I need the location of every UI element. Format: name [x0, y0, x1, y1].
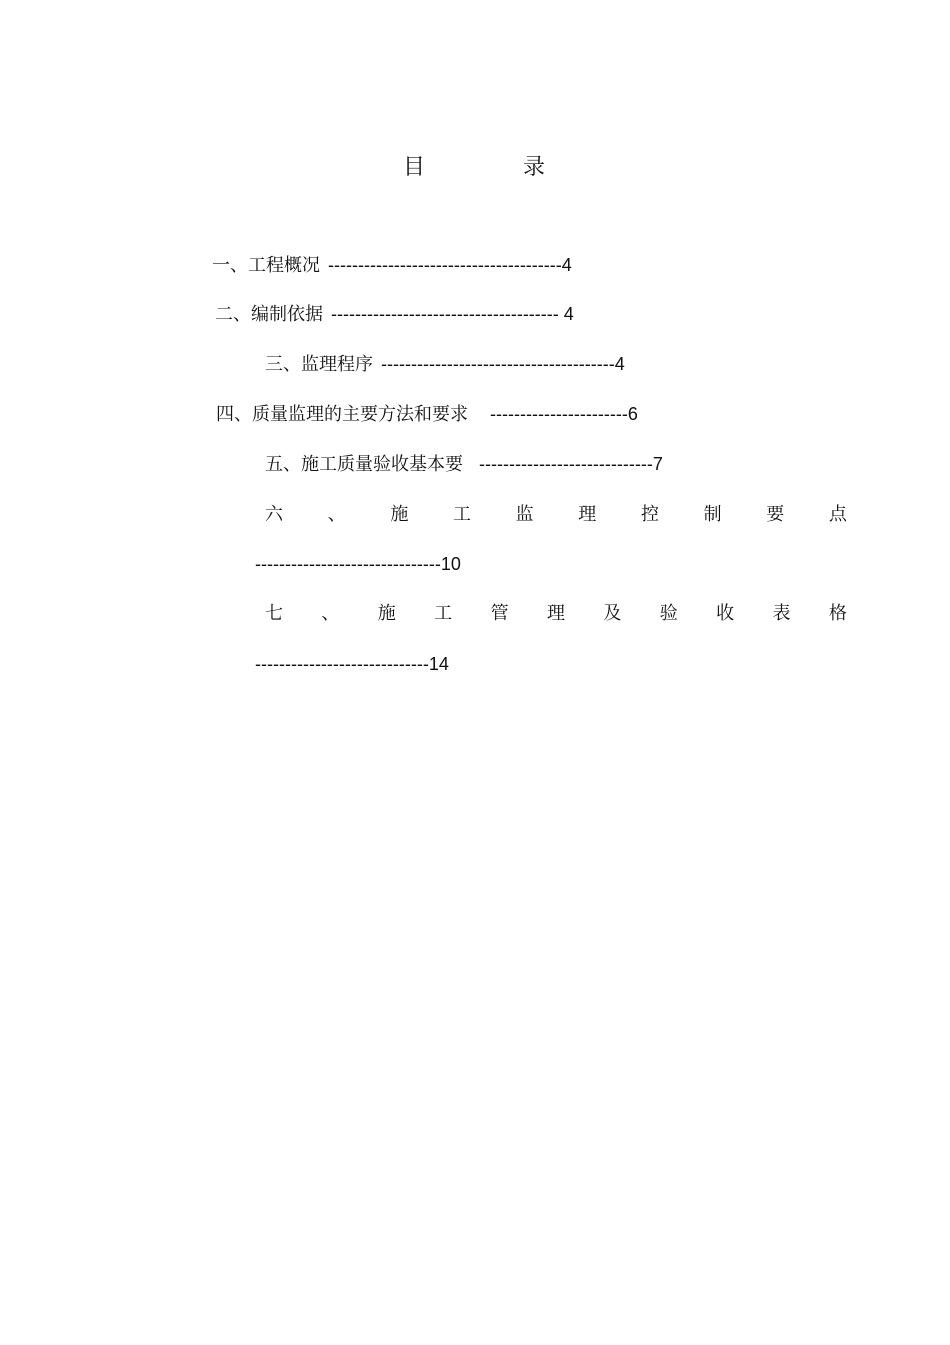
toc-entry-char: 施	[377, 603, 396, 624]
toc-entry-char: 要	[766, 504, 785, 525]
toc-entry-label: 四、质量监理的主要方法和要求	[216, 404, 468, 425]
toc-entry-leader: ---------------------------------------	[328, 255, 562, 275]
toc-entry-char: 理	[578, 504, 597, 525]
toc-entry-leader: --------------------------------------	[331, 304, 564, 324]
toc-entry-page: 4	[614, 354, 625, 374]
toc-entry-char: 制	[703, 504, 722, 525]
toc-entry-char: 管	[490, 603, 509, 624]
toc-entry-6[interactable]	[265, 503, 847, 527]
toc-entry-page: 7	[652, 454, 663, 474]
toc-entry-char: 监	[515, 504, 534, 525]
toc-title	[0, 150, 950, 181]
toc-entry-page: 10	[440, 554, 461, 574]
toc-entry-char: 验	[659, 603, 678, 624]
toc-entry-5[interactable]	[265, 452, 663, 477]
toc-entry-1[interactable]	[212, 253, 572, 278]
toc-entry-char: 收	[716, 603, 735, 624]
toc-entry-char: 表	[772, 603, 791, 624]
toc-entry-4[interactable]	[216, 402, 638, 427]
toc-entry-char: 七	[265, 603, 283, 624]
toc-title-char-1: 目	[402, 155, 427, 180]
toc-entry-leader: -----------------------------	[479, 454, 653, 474]
toc-entry-char: 、	[321, 603, 340, 624]
toc-entry-char: 理	[546, 603, 565, 624]
toc-entry-char: 、	[327, 504, 346, 525]
toc-entry-leader: ---------------------------------------	[381, 354, 615, 374]
toc-entry-3[interactable]	[265, 352, 625, 377]
toc-entry-char: 工	[452, 504, 471, 525]
toc-entry-6-leader-line[interactable]	[255, 552, 461, 576]
toc-title-char-2: 录	[523, 155, 548, 180]
toc-entry-char: 施	[390, 504, 409, 525]
toc-entry-char: 六	[265, 504, 283, 525]
toc-entry-char: 点	[828, 504, 847, 525]
toc-entry-char: 及	[603, 603, 622, 624]
toc-entry-label: 二、编制依据	[215, 304, 323, 325]
toc-entry-char: 格	[828, 603, 847, 624]
toc-entry-7[interactable]	[265, 602, 847, 626]
toc-entry-page: 6	[627, 404, 638, 424]
toc-entry-page: 4	[561, 255, 572, 275]
toc-entry-page: 4	[563, 304, 574, 324]
toc-entry-label: 一、工程概况	[212, 255, 320, 276]
toc-entry-leader: -------------------------------	[255, 554, 441, 574]
toc-entry-label: 五、施工质量验收基本要	[265, 454, 463, 475]
toc-entry-2[interactable]	[215, 302, 574, 327]
toc-entry-leader: -----------------------	[490, 404, 628, 424]
toc-entry-page: 14	[428, 654, 449, 674]
toc-entry-leader: -----------------------------	[255, 654, 429, 674]
toc-entry-char: 工	[434, 603, 453, 624]
toc-entry-7-leader-line[interactable]	[255, 652, 449, 676]
toc-entry-char: 控	[640, 504, 659, 525]
toc-entry-label: 三、监理程序	[265, 354, 373, 375]
